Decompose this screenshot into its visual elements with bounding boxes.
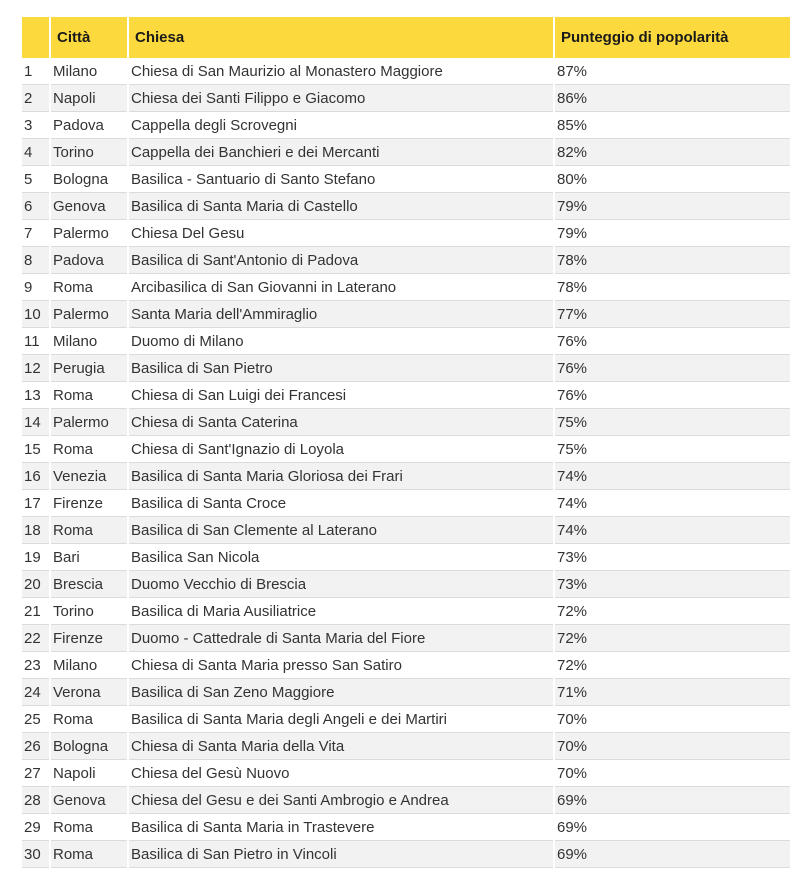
score-cell: 79% — [555, 220, 790, 247]
column-header-church: Chiesa — [129, 17, 553, 58]
table-row — [22, 625, 790, 652]
church-cell: Basilica di San Pietro — [129, 355, 553, 382]
church-cell: Chiesa di San Luigi dei Francesi — [129, 382, 553, 409]
rank-cell: 28 — [22, 787, 49, 814]
score-cell: 70% — [555, 733, 790, 760]
score-cell: 75% — [555, 409, 790, 436]
score-cell: 79% — [555, 193, 790, 220]
city-cell: Padova — [51, 247, 127, 274]
table-row — [22, 571, 790, 598]
city-cell: Firenze — [51, 625, 127, 652]
column-header-score: Punteggio di popolarità — [555, 17, 790, 58]
city-cell: Roma — [51, 841, 127, 868]
rank-cell: 18 — [22, 517, 49, 544]
rank-cell: 8 — [22, 247, 49, 274]
church-cell: Chiesa di Sant'Ignazio di Loyola — [129, 436, 553, 463]
rank-cell: 4 — [22, 139, 49, 166]
rank-cell: 25 — [22, 706, 49, 733]
city-cell: Palermo — [51, 409, 127, 436]
score-cell: 80% — [555, 166, 790, 193]
rank-cell: 1 — [22, 58, 49, 85]
city-cell: Roma — [51, 814, 127, 841]
table-row — [22, 382, 790, 409]
table-row — [22, 58, 790, 85]
score-cell: 69% — [555, 814, 790, 841]
church-cell: Cappella dei Banchieri e dei Mercanti — [129, 139, 553, 166]
church-cell: Chiesa del Gesu e dei Santi Ambrogio e Andrea — [129, 787, 553, 814]
city-cell: Brescia — [51, 571, 127, 598]
table-row — [22, 463, 790, 490]
city-cell: Palermo — [51, 220, 127, 247]
church-cell: Chiesa del Gesù Nuovo — [129, 760, 553, 787]
table-row — [22, 814, 790, 841]
church-cell: Duomo di Milano — [129, 328, 553, 355]
city-cell: Perugia — [51, 355, 127, 382]
rank-cell: 30 — [22, 841, 49, 868]
score-cell: 86% — [555, 85, 790, 112]
rank-cell: 12 — [22, 355, 49, 382]
city-cell: Verona — [51, 679, 127, 706]
score-cell: 71% — [555, 679, 790, 706]
table-row — [22, 409, 790, 436]
rank-cell: 21 — [22, 598, 49, 625]
score-cell: 85% — [555, 112, 790, 139]
church-cell: Basilica di San Zeno Maggiore — [129, 679, 553, 706]
score-cell: 69% — [555, 787, 790, 814]
city-cell: Roma — [51, 436, 127, 463]
church-cell: Basilica di San Clemente al Laterano — [129, 517, 553, 544]
table-row — [22, 544, 790, 571]
church-cell: Basilica di Santa Maria Gloriosa dei Frari — [129, 463, 553, 490]
table-row — [22, 706, 790, 733]
rank-cell: 7 — [22, 220, 49, 247]
table-row — [22, 490, 790, 517]
score-cell: 76% — [555, 355, 790, 382]
rank-cell: 23 — [22, 652, 49, 679]
city-cell: Padova — [51, 112, 127, 139]
rank-cell: 5 — [22, 166, 49, 193]
score-cell: 78% — [555, 274, 790, 301]
header-row — [22, 17, 790, 58]
city-cell: Roma — [51, 382, 127, 409]
city-cell: Bologna — [51, 166, 127, 193]
city-cell: Milano — [51, 58, 127, 85]
rank-cell: 2 — [22, 85, 49, 112]
church-cell: Basilica di Santa Maria degli Angeli e dei Martiri — [129, 706, 553, 733]
church-cell: Duomo Vecchio di Brescia — [129, 571, 553, 598]
rank-cell: 20 — [22, 571, 49, 598]
city-cell: Roma — [51, 274, 127, 301]
church-cell: Basilica di Santa Maria di Castello — [129, 193, 553, 220]
score-cell: 73% — [555, 544, 790, 571]
rank-cell: 17 — [22, 490, 49, 517]
city-cell: Roma — [51, 706, 127, 733]
score-cell: 75% — [555, 436, 790, 463]
city-cell: Torino — [51, 598, 127, 625]
column-header-city: Città — [51, 17, 127, 58]
city-cell: Torino — [51, 139, 127, 166]
table-row — [22, 274, 790, 301]
rank-cell: 9 — [22, 274, 49, 301]
table-row — [22, 517, 790, 544]
table-row — [22, 193, 790, 220]
rank-cell: 10 — [22, 301, 49, 328]
city-cell: Milano — [51, 328, 127, 355]
table-body — [22, 58, 790, 868]
city-cell: Roma — [51, 517, 127, 544]
table-row — [22, 679, 790, 706]
table-row — [22, 652, 790, 679]
church-cell: Basilica di Santa Maria in Trastevere — [129, 814, 553, 841]
city-cell: Napoli — [51, 85, 127, 112]
score-cell: 76% — [555, 328, 790, 355]
city-cell: Palermo — [51, 301, 127, 328]
score-cell: 72% — [555, 598, 790, 625]
rank-cell: 11 — [22, 328, 49, 355]
table-row — [22, 85, 790, 112]
church-cell: Basilica San Nicola — [129, 544, 553, 571]
popularity-table-container — [20, 17, 792, 868]
score-cell: 70% — [555, 706, 790, 733]
rank-cell: 13 — [22, 382, 49, 409]
table-row — [22, 220, 790, 247]
score-cell: 72% — [555, 625, 790, 652]
score-cell: 70% — [555, 760, 790, 787]
score-cell: 69% — [555, 841, 790, 868]
score-cell: 76% — [555, 382, 790, 409]
city-cell: Bologna — [51, 733, 127, 760]
table-row — [22, 166, 790, 193]
rank-cell: 19 — [22, 544, 49, 571]
rank-cell: 26 — [22, 733, 49, 760]
church-cell: Cappella degli Scrovegni — [129, 112, 553, 139]
table-row — [22, 112, 790, 139]
city-cell: Milano — [51, 652, 127, 679]
rank-cell: 27 — [22, 760, 49, 787]
church-cell: Basilica di Santa Croce — [129, 490, 553, 517]
church-cell: Chiesa di Santa Maria presso San Satiro — [129, 652, 553, 679]
table-row — [22, 598, 790, 625]
church-cell: Santa Maria dell'Ammiraglio — [129, 301, 553, 328]
church-cell: Arcibasilica di San Giovanni in Laterano — [129, 274, 553, 301]
church-cell: Basilica - Santuario di Santo Stefano — [129, 166, 553, 193]
church-cell: Duomo - Cattedrale di Santa Maria del Fiore — [129, 625, 553, 652]
rank-cell: 22 — [22, 625, 49, 652]
table-row — [22, 436, 790, 463]
score-cell: 72% — [555, 652, 790, 679]
column-header-rank — [22, 17, 49, 58]
table-row — [22, 787, 790, 814]
rank-cell: 3 — [22, 112, 49, 139]
table-row — [22, 733, 790, 760]
church-cell: Chiesa dei Santi Filippo e Giacomo — [129, 85, 553, 112]
score-cell: 74% — [555, 517, 790, 544]
church-cell: Chiesa di Santa Caterina — [129, 409, 553, 436]
score-cell: 73% — [555, 571, 790, 598]
rank-cell: 14 — [22, 409, 49, 436]
score-cell: 87% — [555, 58, 790, 85]
score-cell: 74% — [555, 463, 790, 490]
rank-cell: 15 — [22, 436, 49, 463]
table-row — [22, 355, 790, 382]
table-row — [22, 841, 790, 868]
city-cell: Napoli — [51, 760, 127, 787]
church-cell: Basilica di Sant'Antonio di Padova — [129, 247, 553, 274]
score-cell: 82% — [555, 139, 790, 166]
rank-cell: 24 — [22, 679, 49, 706]
church-cell: Basilica di San Pietro in Vincoli — [129, 841, 553, 868]
score-cell: 78% — [555, 247, 790, 274]
rank-cell: 6 — [22, 193, 49, 220]
score-cell: 77% — [555, 301, 790, 328]
city-cell: Genova — [51, 193, 127, 220]
city-cell: Genova — [51, 787, 127, 814]
church-cell: Basilica di Maria Ausiliatrice — [129, 598, 553, 625]
church-cell: Chiesa Del Gesu — [129, 220, 553, 247]
table-row — [22, 247, 790, 274]
rank-cell: 29 — [22, 814, 49, 841]
church-cell: Chiesa di San Maurizio al Monastero Maggiore — [129, 58, 553, 85]
table-row — [22, 328, 790, 355]
city-cell: Bari — [51, 544, 127, 571]
score-cell: 74% — [555, 490, 790, 517]
church-popularity-table — [20, 17, 792, 868]
table-row — [22, 760, 790, 787]
city-cell: Venezia — [51, 463, 127, 490]
rank-cell: 16 — [22, 463, 49, 490]
table-row — [22, 301, 790, 328]
church-cell: Chiesa di Santa Maria della Vita — [129, 733, 553, 760]
table-header — [22, 17, 790, 58]
table-row — [22, 139, 790, 166]
city-cell: Firenze — [51, 490, 127, 517]
